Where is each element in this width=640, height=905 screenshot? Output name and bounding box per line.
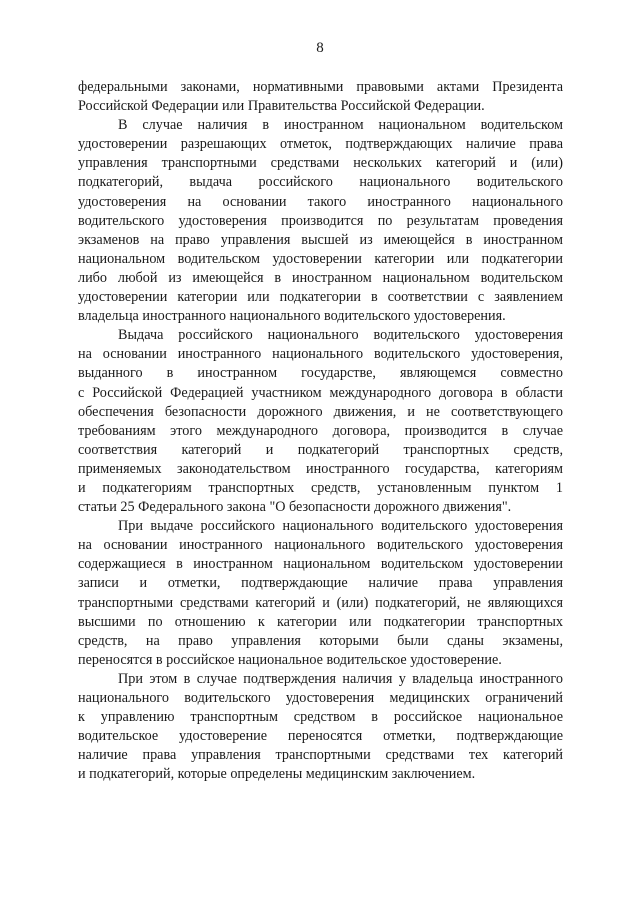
paragraph-line: владельца иностранного национального водительского удостоверения. <box>78 308 506 325</box>
paragraph-line: высшими по отношению к категории или подкатегории транспортных <box>78 613 563 630</box>
paragraph-line: удостоверении разрешающих отметок, подтверждающих наличие права <box>78 136 563 153</box>
paragraph <box>78 116 563 326</box>
paragraph-line: подкатегорий, выдача российского национального водительского <box>78 174 563 191</box>
paragraph-line: федеральными законами, нормативными правовыми актами Президента <box>78 79 563 95</box>
paragraph <box>78 517 563 670</box>
paragraph-line: водительское удостоверение переносятся отметки, подтверждающие <box>78 728 563 745</box>
paragraph-line: В случае наличия в иностранном национальном водительском <box>118 117 563 134</box>
paragraph-line: Российской Федерации или Правительства Российской Федерации. <box>78 98 485 115</box>
paragraph-line: экзаменов на право управления высшей из имеющейся в иностранном <box>78 231 563 248</box>
paragraph-line: на основании иностранного национального водительского удостоверения, <box>78 346 563 363</box>
paragraph-line: национальном водительском удостоверении категории или подкатегории <box>78 250 563 267</box>
paragraph-line: с Российской Федерацией участником международного договора в области <box>78 384 563 401</box>
paragraph <box>78 670 563 785</box>
paragraph-line: наличие права управления транспортными средствами тех категорий <box>78 747 563 764</box>
paragraph-line: соответствия категорий и подкатегорий транспортных средств, <box>78 441 563 458</box>
paragraph-line: выданного в иностранном государстве, являющемся совместно <box>78 365 563 382</box>
paragraph-line: записи и отметки, подтверждающие наличие права управления <box>78 575 563 592</box>
paragraph-line: средств, на право управления которыми были сданы экзамены, <box>78 632 563 649</box>
paragraph-line: статьи 25 Федерального закона "О безопасности дорожного движения". <box>78 499 512 516</box>
paragraph-line: либо любой из имеющейся в иностранном национальном водительском <box>78 269 563 286</box>
paragraph-line: обеспечения безопасности дорожного движения, и не соответствующего <box>78 403 563 420</box>
paragraph-line: удостоверения на основании такого иностранного национального <box>78 193 563 210</box>
paragraph-line: к управлению транспортным средством в российское национальное <box>78 709 563 726</box>
paragraph-line: удостоверении категории или подкатегории в соответствии с заявлением <box>78 289 563 306</box>
paragraph-line: При выдаче российского национального водительского удостоверения <box>118 518 563 535</box>
paragraph-line: применяемых законодательством иностранного государства, категориям <box>78 460 563 477</box>
paragraph-line: транспортными средствами категорий и (или) подкатегорий, не являющихся <box>78 594 563 611</box>
document-body <box>78 78 563 784</box>
paragraph-line: Выдача российского национального водительского удостоверения <box>118 327 563 344</box>
page-number: 8 <box>316 40 324 56</box>
paragraph <box>78 78 563 116</box>
paragraph-line: на основании иностранного национального водительского удостоверения <box>78 537 563 554</box>
paragraph <box>78 326 563 517</box>
paragraph-line: национального водительского удостоверения медицинских ограничений <box>78 690 563 706</box>
paragraph-line: При этом в случае подтверждения наличия у владельца иностранного <box>118 670 563 687</box>
paragraph-line: требованиям этого международного договора, производится в случае <box>78 422 563 439</box>
paragraph-line: содержащиеся в иностранном национальном водительском удостоверении <box>78 556 563 573</box>
paragraph-line: и подкатегориям транспортных средств, установленным пунктом 1 <box>78 479 563 496</box>
paragraph-line: водительского удостоверения производится по результатам проведения <box>78 212 563 229</box>
paragraph-line: и подкатегорий, которые определены медицинским заключением. <box>78 766 476 783</box>
paragraph-line: переносятся в российское национальное водительское удостоверение. <box>78 651 502 668</box>
paragraph-line: управления транспортными средствами нескольких категорий и (или) <box>78 155 563 172</box>
